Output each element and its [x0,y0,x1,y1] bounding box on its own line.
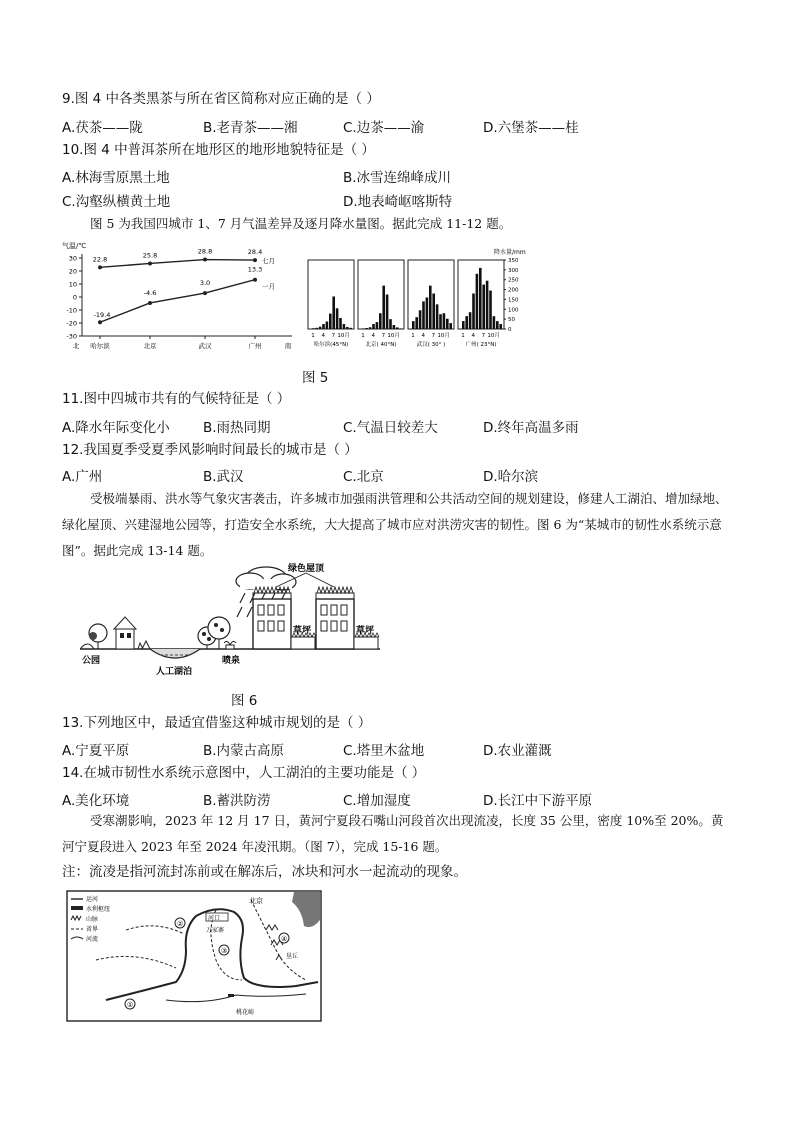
temp-data-label: 13.3 [247,265,263,274]
lake-label: 人工湖泊 [156,667,193,677]
precip-month-label: 4 [371,333,375,339]
q13-stem: 13.下列地区中，最适宜借鉴这种城市规划的是（ ） [62,715,372,731]
precip-month-label: 7 [431,333,436,339]
precip-bar [479,268,482,329]
legend-province-border: 省界 [86,926,99,933]
temp-data-label: 22.8 [92,255,108,264]
temp-point [98,320,102,324]
precip-bar [462,321,465,329]
lawn-1-label: 草坪 [293,626,312,636]
precip-bar [432,294,435,329]
precip-month-label: 7 [331,333,336,339]
precip-bar [382,286,385,329]
legend-canal: 运河 [86,896,99,903]
precip-bar [349,328,352,329]
temp-city-label: 武汉 [198,342,212,350]
q10-option-a[interactable]: A.林海雪原黑土地 [62,170,170,186]
precip-y-tick-label: 150 [508,297,519,304]
q13-option-d[interactable]: D.农业灌溉 [483,743,552,759]
precip-month-label: 10月 [437,333,450,339]
temp-point [203,291,207,295]
temp-point [98,265,102,269]
precip-bar [446,319,449,329]
label-kenqiu: 垦丘 [286,953,299,960]
q12-option-a[interactable]: A.广州 [62,469,103,485]
label-taohuayu: 桃花峪 [236,1009,255,1016]
fountain-icon [224,641,236,649]
temp-data-label: -19.4 [93,311,111,320]
precip-y-tick-label: 0 [508,327,512,333]
precip-month-label: 1 [461,333,465,339]
precip-bar [376,322,379,329]
precip-bar [472,294,475,329]
q9-option-d[interactable]: D.六堡茶——桂 [483,120,579,136]
label-beijing: 北京 [249,897,263,905]
temp-data-label: 25.8 [142,251,158,260]
q10-stem: 10.图 4 中普洱茶所在地形区的地形地貌特征是（ ） [62,142,375,158]
precip-bar [393,325,396,329]
q12-option-c[interactable]: C.北京 [343,469,384,485]
marker-3: ③ [221,947,228,955]
legend-river: 河流 [86,936,99,943]
temp-y-tick-label: -30 [66,332,77,341]
precip-bar [496,321,499,329]
precip-month-label: 4 [321,333,325,339]
q14-option-d[interactable]: D.长江中下游平原 [483,793,593,809]
precip-bar [399,328,402,329]
july-series-label: 七月 [262,257,275,266]
temp-point [253,278,257,282]
precip-bar [482,285,485,329]
q10-option-b[interactable]: B.冰雪连绵峰成川 [343,170,452,186]
temp-city-label: 广州 [248,342,262,350]
precip-y-tick-label: 100 [508,307,519,314]
precip-bar [336,308,339,329]
precip-bar [486,281,489,329]
temp-city-label: 北京 [143,342,157,350]
precip-bar [465,316,468,329]
precip-month-label: 4 [471,333,475,339]
precip-y-tick-label: 350 [508,258,519,264]
precip-bar [332,296,335,329]
q9-option-b[interactable]: B.老青茶——湘 [203,120,298,136]
temp-series-line [100,280,255,323]
precip-month-label: 1 [361,333,365,339]
label-wanjiazhai: 万家寨 [206,927,225,934]
precip-month-label: 1 [411,333,415,339]
temp-data-label: 28.8 [197,247,213,256]
precip-bar [322,324,325,329]
january-series-label: 一月 [262,282,275,291]
building-1 [253,587,291,649]
precip-bar [329,314,332,329]
park-trees-icon [80,617,136,649]
q9-stem: 9.图 4 中各类黑茶与所在省区简称对应正确的是（ ） [62,91,380,107]
temp-data-label: -4.6 [143,288,157,297]
precip-bar [412,321,415,329]
precip-y-tick-label: 300 [508,267,519,274]
precip-bar [319,327,322,329]
q10-option-c[interactable]: C.沟壑纵横黄土地 [62,194,171,210]
temp-point [203,258,207,262]
precip-y-tick-label: 200 [508,287,519,294]
precip-bar [339,318,342,329]
precip-bar [362,328,365,329]
q9-option-a[interactable]: A.茯茶——陇 [62,120,143,136]
green-roof-label: 绿色屋顶 [288,564,325,574]
precip-month-label: 10月 [337,333,350,339]
temp-city-label: 哈尔滨 [90,342,110,350]
fig7-intro: 受寒潮影响，2023 年 12 月 17 日，黄河宁夏段石嘴山河段首次出现流凌，长度 35 公里，密度 10%至 20%。黄河宁夏段进入 2023 年至 2024 年凌汛期。（图 7），完成 15-16 题。 [62,813,724,854]
precip-bar [415,317,418,329]
precip-bar [429,286,432,329]
precip-bar [419,310,422,329]
q11-option-a[interactable]: A.降水年际变化小 [62,420,170,436]
precip-month-label: 10月 [387,333,400,339]
precip-bar [436,304,439,329]
q14-option-c[interactable]: C.增加湿度 [343,793,411,809]
precip-bar [396,327,399,329]
precip-bar [493,316,496,329]
precip-bar [489,291,492,329]
marker-4: ④ [281,935,288,943]
precip-bar [312,328,315,329]
temperature-chart [62,241,292,350]
precip-month-label: 1 [311,333,315,339]
q12-option-b[interactable]: B.武汉 [203,469,244,485]
precip-panel-label: 哈尔滨(45°N) [313,342,349,348]
q13-option-c[interactable]: C.塔里木盆地 [343,743,425,759]
precip-bar [439,314,442,329]
fig7-map [66,890,322,1022]
precip-bar [369,327,372,329]
building-2 [316,587,354,649]
fountain-label: 喷泉 [222,656,241,666]
fig6-intro: 受极端暴雨、洪水等气象灾害袭击，许多城市加强雨洪管理和公共活动空间的规划建设，修建人工湖泊、增加绿地、绿化屋顶、兴建湿地公园等，打造安全水系统，大大提高了城市应对洪涝灾害的韧性。图 6 为“某城市的韧性水系统示意图”。据此完成 13-14 题。 [62,491,728,558]
marker-2: ② [177,920,184,928]
q12-stem: 12.我国夏季受夏季风影响时间最长的城市是（ ） [62,442,358,458]
temp-data-label: 3.0 [199,279,211,288]
precip-bar [449,323,452,329]
precip-panel-label: 北京( 40°N) [365,342,397,348]
fig6-caption: 图 6 [231,693,258,709]
fig6-diagram [80,563,380,678]
q11-option-d[interactable]: D.终年高温多雨 [483,420,579,436]
precip-bar [476,274,479,329]
q14-stem: 14.在城市韧性水系统示意图中，人工湖泊的主要功能是（ ） [62,765,426,781]
temp-y-tick-label: -10 [66,306,77,315]
temp-y-tick-label: 20 [68,267,77,276]
precip-bar [372,324,375,329]
precip-bar [443,313,446,329]
q11-option-b[interactable]: B.雨热同期 [203,420,271,436]
precip-bar [426,297,429,329]
precip-month-label: 7 [381,333,386,339]
q10-option-d[interactable]: D.地表崎岖喀斯特 [343,194,453,210]
q11-option-c[interactable]: C.气温日较差大 [343,420,438,436]
temp-y-tick-label: -20 [66,319,77,328]
precip-bar [379,313,382,329]
temp-axis-title: 气温/℃ [62,242,87,250]
q12-option-d[interactable]: D.哈尔滨 [483,469,539,485]
precip-bar [386,295,389,330]
south-label: 南 [284,342,292,350]
precip-bar [315,328,318,329]
precipitation-charts [308,248,526,348]
north-label: 北 [72,342,80,350]
precip-y-tick-label: 50 [508,317,515,324]
fig5-intro: 图 5 为我国四城市 1、7 月气温差异及逐月降水量图。据此完成 11-12 题。 [90,216,512,231]
precip-month-label: 10月 [487,333,500,339]
precip-axis-title: 降水量/mm [494,249,526,256]
q14-option-b[interactable]: B.蓄洪防涝 [203,793,271,809]
precip-bar [422,301,425,329]
marker-1: ① [127,1001,134,1009]
q13-option-b[interactable]: B.内蒙古高原 [203,743,285,759]
q9-option-c[interactable]: C.边茶——渝 [343,120,425,136]
lawn-2-label: 草坪 [356,626,375,636]
q14-option-a[interactable]: A.美化环境 [62,793,130,809]
temp-point [253,258,257,262]
precip-bar [389,319,392,329]
trees-icon [198,617,230,649]
fig5-chart [0,238,794,378]
precip-bar [326,322,329,329]
precip-bar [343,324,346,329]
fig7-note: 注：流凌是指河流封冻前或在解冻后，冰块和河水一起流动的现象。 [62,864,467,880]
temp-point [148,261,152,265]
label-hekou: 河口 [208,915,221,922]
precip-bar [499,324,502,329]
legend-mountain: 山脉 [86,916,99,923]
q13-option-a[interactable]: A.宁夏平原 [62,743,130,759]
precip-bar [346,327,349,329]
precip-month-label: 7 [481,333,486,339]
precip-month-label: 4 [421,333,425,339]
park-label: 公园 [82,656,101,666]
temp-series-line [100,260,255,268]
temp-y-tick-label: 10 [68,280,77,289]
legend-dam: 水利枢纽 [86,906,111,913]
temp-y-tick-label: 30 [68,254,77,263]
precip-panel-label: 武汉( 30° ) [416,342,446,348]
q11-stem: 11.图中四城市共有的气候特征是（ ） [62,391,291,407]
temp-point [148,301,152,305]
precip-bar [365,328,368,329]
temp-data-label: 28.4 [247,248,263,257]
precip-y-tick-label: 250 [508,277,519,284]
fig5-caption: 图 5 [302,370,329,386]
precip-bar [469,312,472,329]
temp-y-tick-label: 0 [72,293,77,302]
precip-panel-label: 广州( 23°N) [465,342,497,348]
